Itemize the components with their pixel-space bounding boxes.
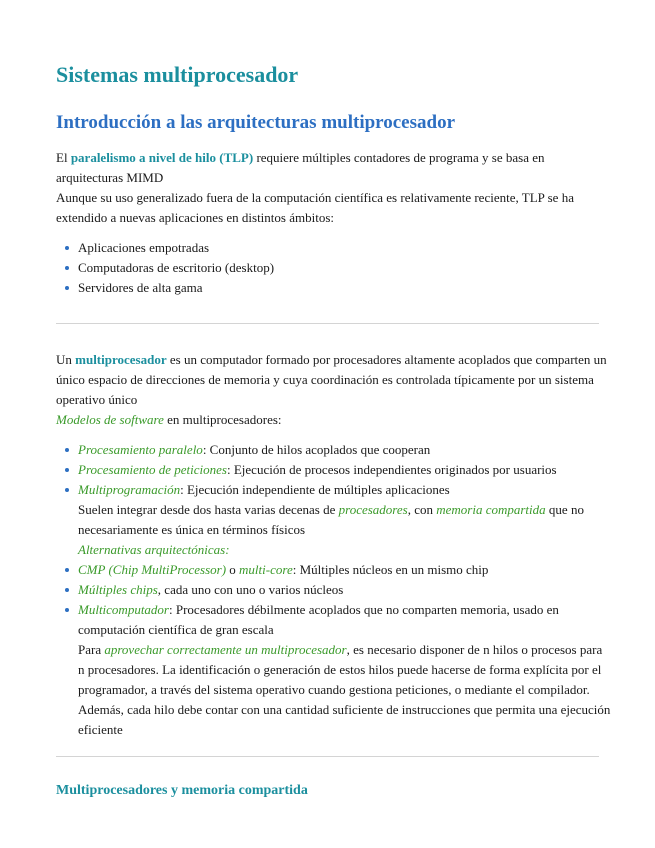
alternativas-link[interactable]: Alternativas arquitectónicas: xyxy=(78,542,230,557)
list-item: CMP (Chip MultiProcessor) o multi-core: Múltiples núcleos en un mismo chip xyxy=(56,560,611,580)
item-link[interactable]: Procesamiento paralelo xyxy=(78,442,203,457)
tlp-link[interactable]: paralelismo a nivel de hilo (TLP) xyxy=(70,150,254,165)
list-item-continuation: Para aprovechar correctamente un multiprocesador, es necesario disponer de n hilos o procesos para n procesadores. La identificación o generación de estos hilos puede hacerse de forma explícita por el programador, a través del sistema operativo cuando gestiona peticiones, o mediante el compilador. Además, cada hilo debe contar con una cantidad suficiente de instrucciones que permita una ejecución eficiente xyxy=(78,642,611,737)
list-item: Computadoras de escritorio (desktop) xyxy=(56,258,611,278)
page-title: Sistemas multiprocesador xyxy=(56,62,299,87)
section-heading-shared-memory[interactable]: Multiprocesadores y memoria compartida xyxy=(56,783,308,798)
list-item: Aplicaciones empotradas xyxy=(56,238,611,258)
aprovechar-link[interactable]: aprovechar correctamente un multiprocesador xyxy=(104,642,347,657)
list-item: Procesamiento paralelo: Conjunto de hilos acoplados que cooperan xyxy=(56,440,611,460)
models-list xyxy=(56,440,611,740)
memoria-compartida-link[interactable]: memoria compartida xyxy=(436,502,546,517)
bullet-icon xyxy=(65,588,69,592)
section-heading-intro: Introducción a las arquitecturas multiprocesador xyxy=(56,112,456,133)
definition-paragraph: Un multiprocesador es un computador formado por procesadores altamente acoplados que comparten un único espacio de direcciones de memoria y cuya coordinación es controlada típicamente por un sistema operativo único xyxy=(56,352,607,407)
procesadores-link[interactable]: procesadores xyxy=(338,502,408,517)
list-item: Procesamiento de peticiones: Ejecución de procesos independientes originados por usuarios xyxy=(56,460,611,480)
list-item: Multicomputador: Procesadores débilmente acoplados que no comparten memoria, usado en computación científica de gran escala Para aprovechar correctamente un multiprocesador, es necesario disponer de n hilos o procesos para n procesadores. La identificación o generación de estos hilos puede hacerse de forma explícita por el programador, a través del sistema operativo cuando gestiona peticiones, o mediante el compilador. Además, cada hilo debe contar con una cantidad suficiente de instrucciones que permita una ejecución eficiente xyxy=(56,600,611,740)
bullet-icon xyxy=(65,286,69,290)
divider xyxy=(56,323,599,324)
bullet-icon xyxy=(65,246,69,250)
list-item: Multiprogramación: Ejecución independiente de múltiples aplicaciones Suelen integrar desde dos hasta varias decenas de procesadores, con memoria compartida que no necesariamente es única en términos físicos Alternativas arquitectónicas: xyxy=(56,480,611,560)
definition-block xyxy=(56,350,611,430)
bullet-icon xyxy=(65,608,69,612)
bullet-icon xyxy=(65,448,69,452)
bullet-icon xyxy=(65,468,69,472)
models-line: Modelos de software en multiprocesadores: xyxy=(56,412,282,427)
intro-block xyxy=(56,148,611,228)
item-link[interactable]: Multiprogramación xyxy=(78,482,181,497)
item-link[interactable]: Multicomputador xyxy=(78,602,169,617)
multi-core-link[interactable]: multi-core xyxy=(239,562,293,577)
modelos-link[interactable]: Modelos de software xyxy=(56,412,164,427)
list-item: Servidores de alta gama xyxy=(56,278,611,298)
bullet-icon xyxy=(65,568,69,572)
bullet-icon xyxy=(65,266,69,270)
intro-paragraph-1: El paralelismo a nivel de hilo (TLP) requiere múltiples contadores de programa y se basa en arquitecturas MIMD xyxy=(56,150,545,185)
bullet-icon xyxy=(65,488,69,492)
item-link[interactable]: Procesamiento de peticiones xyxy=(78,462,227,477)
multiprocesador-link[interactable]: multiprocesador xyxy=(75,352,167,367)
divider xyxy=(56,756,599,757)
list-item-continuation: Suelen integrar desde dos hasta varias decenas de procesadores, con memoria compartida que no necesariamente es única en términos físicos xyxy=(78,502,584,537)
item-link[interactable]: CMP (Chip MultiProcessor) xyxy=(78,562,227,577)
list-item: Múltiples chips, cada uno con uno o varios núcleos xyxy=(56,580,611,600)
intro-paragraph-2: Aunque su uso generalizado fuera de la computación científica es relativamente reciente, TLP se ha extendido a nuevas aplicaciones en distintos ámbitos: xyxy=(56,190,574,225)
item-link[interactable]: Múltiples chips xyxy=(78,582,158,597)
application-list xyxy=(56,238,611,298)
